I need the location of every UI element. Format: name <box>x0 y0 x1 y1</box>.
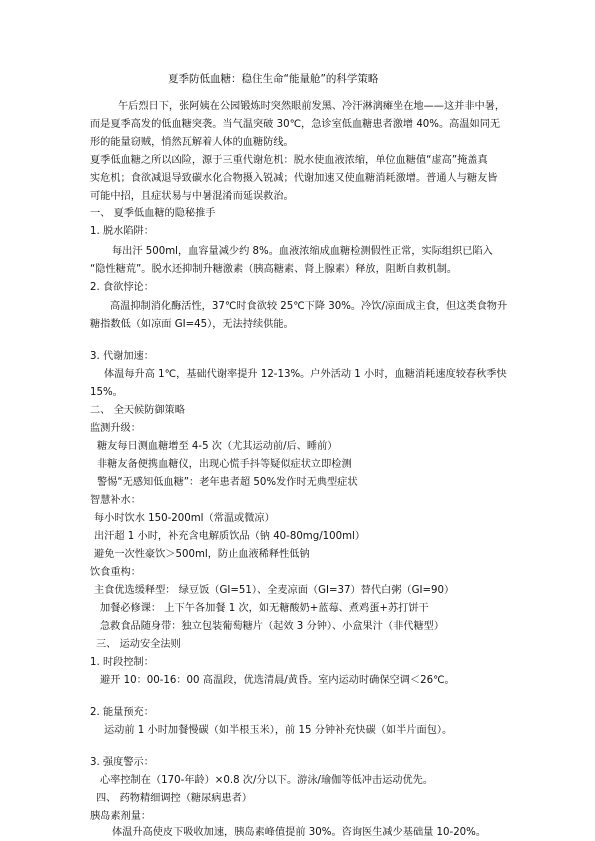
list-item: 糖友每日测血糖增至 4-5 次（尤其运动前/后、睡前） <box>97 441 338 452</box>
paragraph-line: 实危机；食欲减退导致碳水化合物摄入锐减；代谢加速又使血糖消耗激增。普通人与糖友皆 <box>90 173 498 184</box>
paragraph-line: 午后烈日下，张阿姨在公园锻炼时突然眼前发黑、冷汗淋漓瘫坐在地——这并非中暑， <box>118 101 506 112</box>
subsection-heading: 2. 能量预充： <box>90 707 154 718</box>
paragraph-line: 运动前 1 小时加餐慢碳（如半根玉米），前 15 分钟补充快碳（如半片面包）。 <box>104 725 453 736</box>
subsection-heading: 3. 强度警示： <box>90 757 154 768</box>
subsection-heading: 2. 食欲悖论： <box>90 282 154 293</box>
list-item: 出汗超 1 小时，补充含电解质饮品（钠 40-80mg/100ml） <box>94 531 366 542</box>
paragraph-line: 可能中招，且症状易与中暑混淆而延误救治。 <box>90 191 294 202</box>
list-item: 非糖友备便携血糖仪，出现心慌手抖等疑似症状立即检测 <box>97 459 352 470</box>
section-heading: 一、 夏季低血糖的隐秘推手 <box>90 208 216 219</box>
paragraph-line: 形的能量窃贼，悄然瓦解着人体的血糖防线。 <box>90 137 294 148</box>
subsection-heading: 胰岛素剂量： <box>90 811 152 822</box>
section-heading: 二、 全天候防御策略 <box>90 405 185 416</box>
subsection-heading: 1. 脱水陷阱： <box>90 226 154 237</box>
paragraph-line: 夏季低血糖之所以凶险，源于三重代谢危机：脱水使血液浓缩，单位血糖值“虚高”掩盖真 <box>90 155 488 166</box>
list-item: 避免一次性豪饮＞500ml，防止血液稀释性低钠 <box>94 549 310 560</box>
section-heading: 三、 运动安全法则 <box>96 639 181 650</box>
list-item: 急救食品随身带：独立包装葡萄糖片（起效 3 分钟）、小盒果汁（非代糖型） <box>100 621 445 632</box>
subsection-heading: 智慧补水： <box>90 495 141 506</box>
paragraph-line: 15%。 <box>90 387 123 398</box>
paragraph-line: “隐性糖荒”。脱水还抑制升糖激素（胰高糖素、肾上腺素）释放，阻断自救机制。 <box>90 264 458 275</box>
paragraph-line: 而是夏季高发的低血糖突袭。当气温突破 30℃，急诊室低血糖患者激增 40%。高温如同无 <box>90 119 501 130</box>
paragraph-line: 体温升高使皮下吸收加速，胰岛素峰值提前 30%。咨询医生减少基础量 10-20%。 <box>112 827 487 838</box>
subsection-heading: 饮食重构： <box>90 567 141 578</box>
article-title: 夏季防低血糖：稳住生命“能量舱”的科学策略 <box>168 73 379 85</box>
list-item: 每小时饮水 150-200ml（常温或微凉） <box>94 513 275 524</box>
paragraph-line: 心率控制在（170-年龄）×0.8 次/分以下。游泳/瑜伽等低冲击运动优先。 <box>100 775 434 786</box>
paragraph-line: 体温每升高 1℃，基础代谢率提升 12-13%。户外活动 1 小时，血糖消耗速度较春秋季快 <box>104 369 507 380</box>
paragraph-line: 避开 10：00-16：00 高温段，优选清晨/黄昏。室内运动时确保空调＜26℃。 <box>100 675 455 686</box>
list-item: 警惕“无感知低血糖”：老年患者超 50%发作时无典型症状 <box>97 477 358 488</box>
paragraph-line: 每出汗 500ml，血容量减少约 8%。血液浓缩成血糖检测假性正常，实际组织已陷入 <box>112 246 493 257</box>
paragraph-line: 高温抑制消化酶活性，37℃时食欲较 25℃下降 30%。冷饮/凉面成主食，但这类食物升 <box>110 301 508 312</box>
subsection-heading: 监测升级： <box>90 423 141 434</box>
list-item: 加餐必修课： 上下午各加餐 1 次，如无糖酸奶+蓝莓、煮鸡蛋+苏打饼干 <box>100 603 429 614</box>
list-item: 主食优选缓释型： 绿豆饭（GI=51）、全麦凉面（GI=37）替代白粥（GI=90） <box>94 585 455 596</box>
subsection-heading: 3. 代谢加速： <box>90 351 154 362</box>
subsection-heading: 1. 时段控制： <box>90 657 154 668</box>
paragraph-line: 糖指数低（如凉面 GI=45），无法持续供能。 <box>90 319 294 330</box>
section-heading: 四、 药物精细调控（糖尿病患者） <box>96 793 253 804</box>
